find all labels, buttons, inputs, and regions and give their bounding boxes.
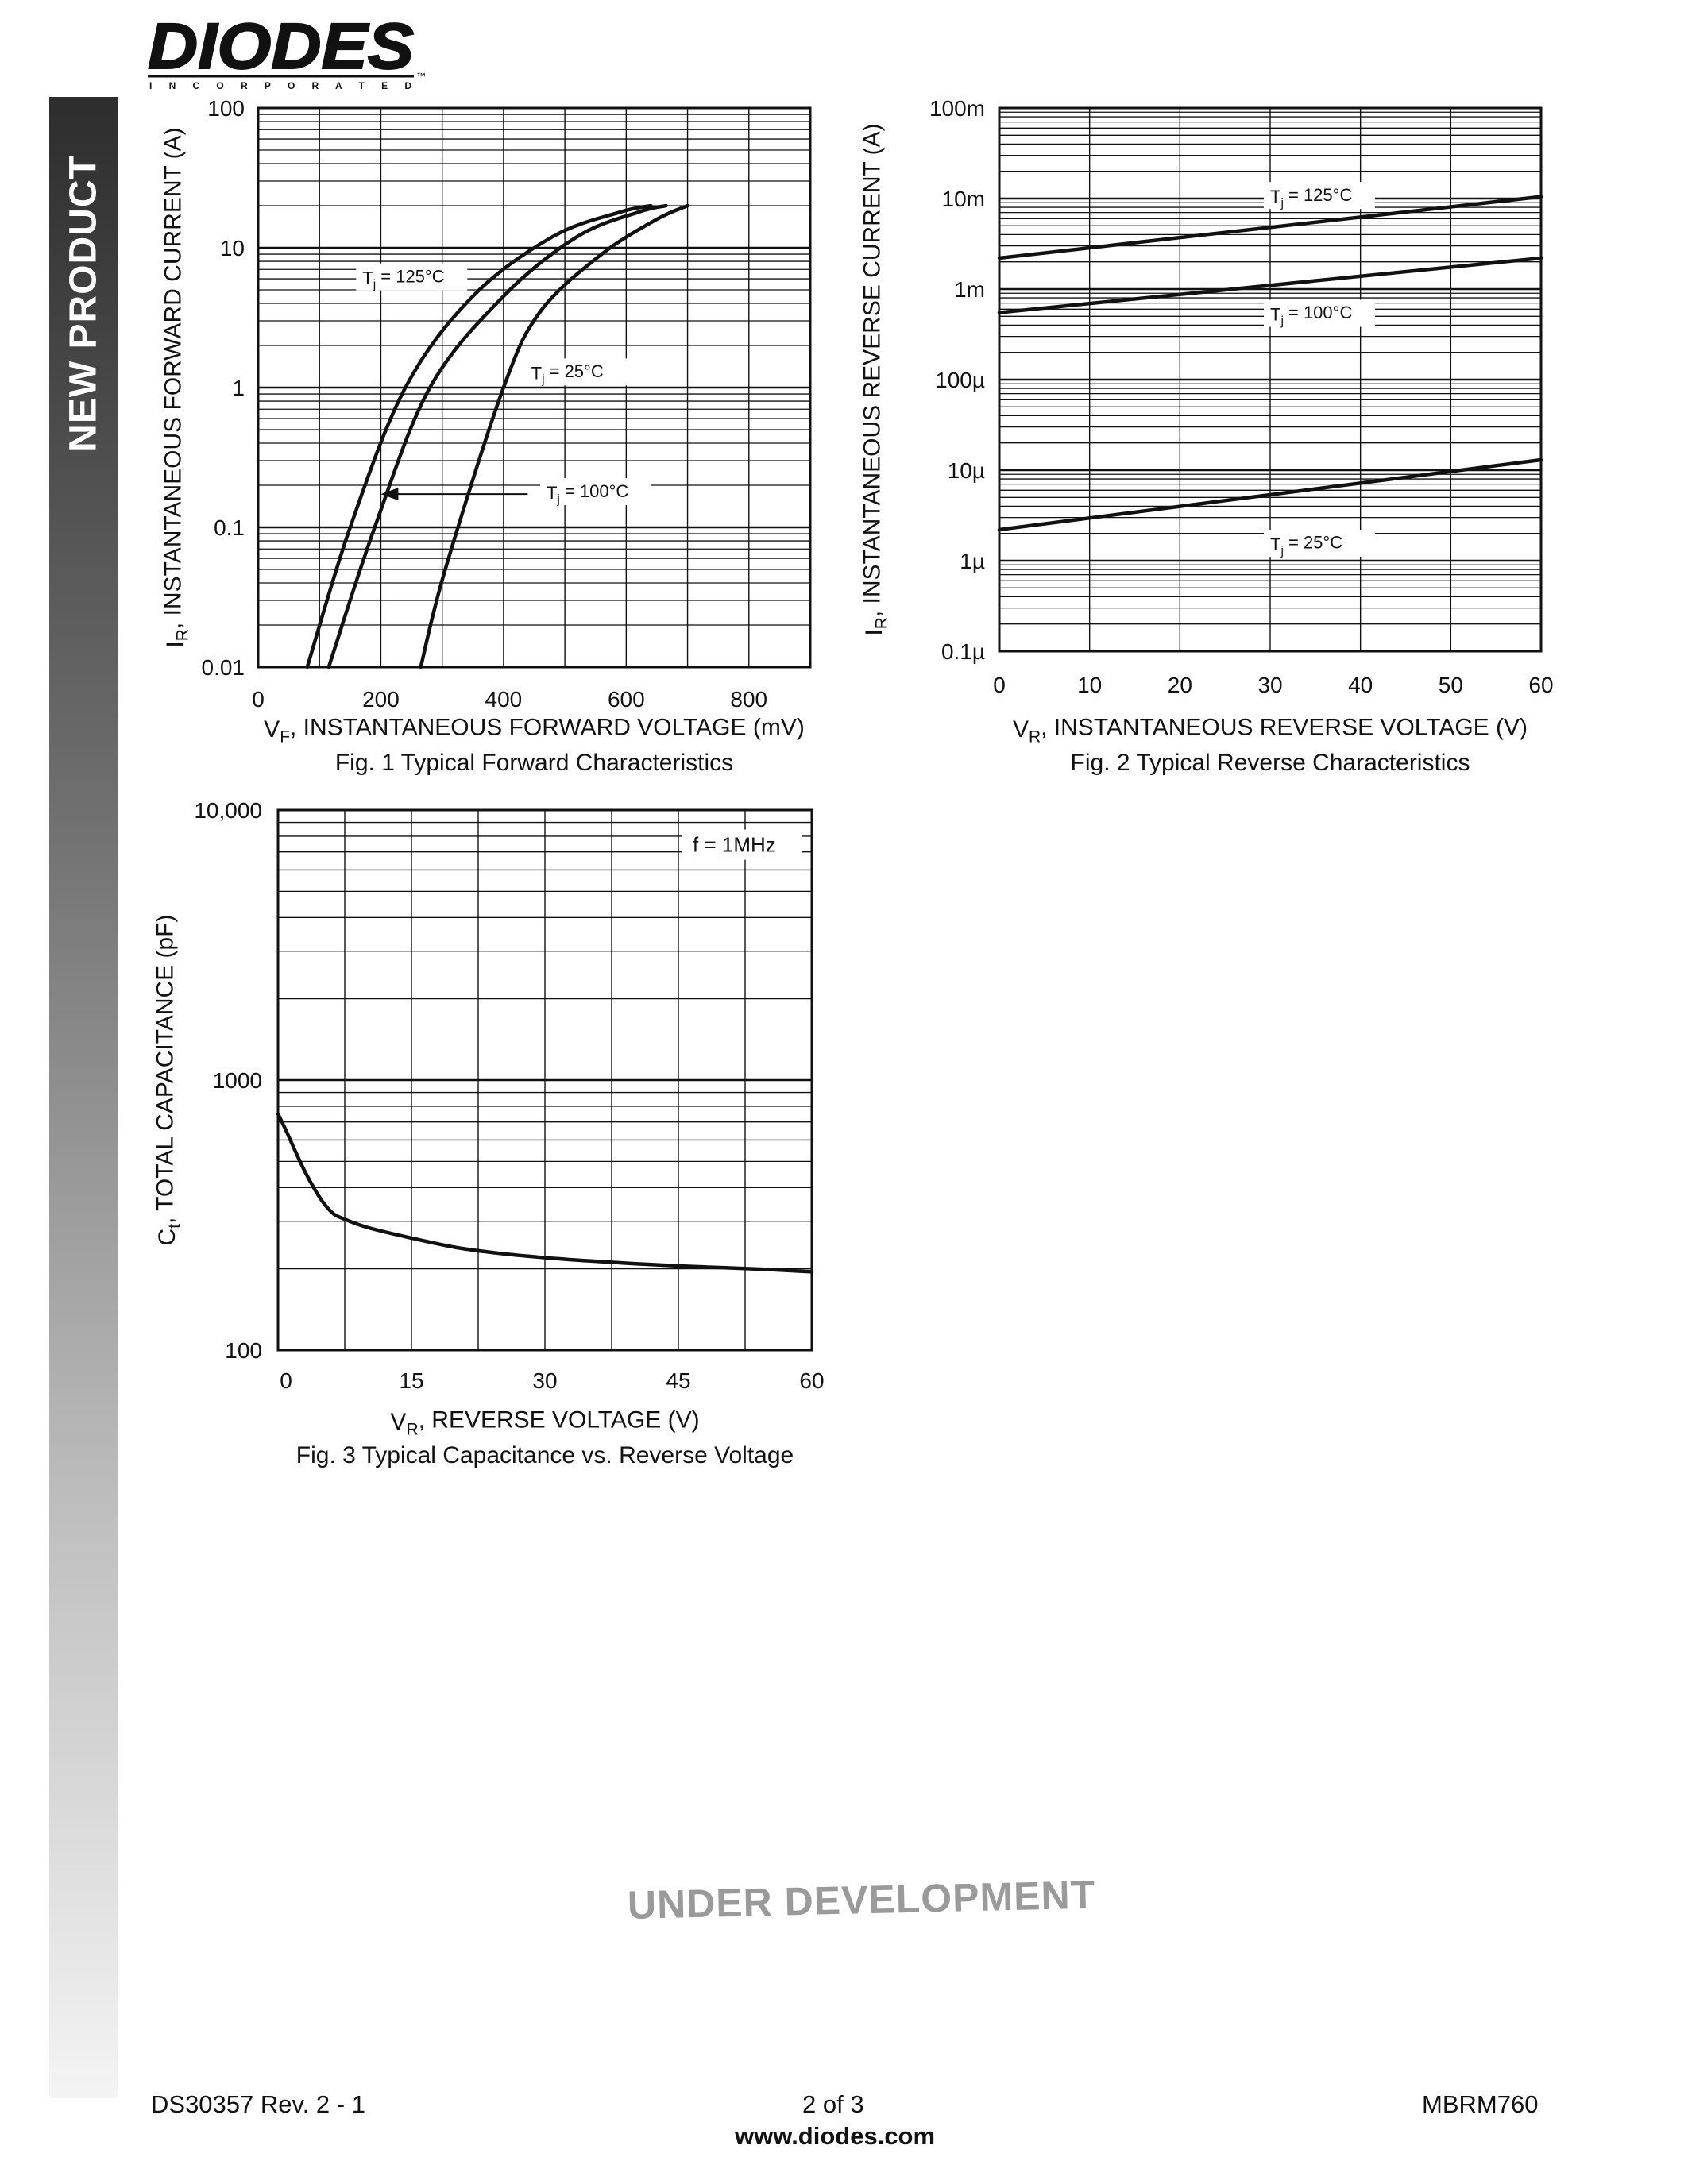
x-tick-label: 40 — [1348, 673, 1373, 697]
banner-text: NEW PRODUCT — [62, 155, 105, 452]
x-tick-label: 200 — [362, 687, 400, 712]
fig2-svg — [850, 95, 1554, 778]
diodes-logo — [148, 11, 434, 91]
series-label-1 — [356, 264, 467, 291]
figure-caption: Fig. 1 Typical Forward Characteristics — [334, 750, 734, 776]
series-label-text: $T_j = 25^\circ C$ — [1270, 532, 1343, 558]
series-label-text: $T_j = 125^\circ C$ — [362, 266, 445, 292]
grid — [258, 108, 810, 667]
series-label-text: $T_j = 100^\circ C$ — [546, 480, 629, 507]
y-tick-label: 1µ — [960, 549, 985, 573]
fig3-capacitance — [151, 786, 850, 1501]
footer-doc-number: DS30357 Rev. 2 - 1 — [151, 2090, 365, 2118]
x-axis-label: $V_R$, INSTANTANEOUS REVERSE VOLTAGE (V) — [1012, 714, 1528, 747]
series-label-text: $T_j = 25^\circ C$ — [531, 361, 604, 387]
logo-tagline: I N C O R P O R A T E D — [149, 80, 411, 91]
series-label-3 — [525, 358, 636, 386]
series-label-2 — [540, 478, 651, 506]
x-tick-label: 20 — [1167, 673, 1192, 697]
x-tick-label: 0 — [993, 673, 1006, 697]
x-tick-label: 600 — [607, 687, 645, 712]
frequency-annotation: f = 1MHz — [693, 832, 776, 857]
x-tick-label: 15 — [399, 1368, 424, 1393]
x-tick-label: 400 — [485, 687, 523, 712]
x-axis-label: $V_R$, REVERSE VOLTAGE (V) — [390, 1406, 700, 1439]
series-label-text: $T_j = 125^\circ C$ — [1270, 184, 1353, 210]
y-tick-label: 10m — [941, 187, 985, 211]
footer-website[interactable]: www.diodes.com — [735, 2122, 936, 2150]
y-axis-label: $I_R$, INSTANTANEOUS FORWARD CURRENT (A) — [160, 127, 192, 648]
fig1-svg — [151, 95, 850, 778]
x-tick-label: 45 — [666, 1368, 691, 1393]
y-tick-label: 100m — [929, 96, 985, 121]
x-tick-label: 800 — [730, 687, 768, 712]
y-tick-label: 0.1µ — [941, 639, 985, 664]
y-tick-label: 0.01 — [201, 655, 245, 680]
x-tick-label: 60 — [1528, 673, 1554, 697]
x-tick-label: 0 — [280, 1368, 292, 1393]
logo-wordmark: DIODES — [148, 11, 414, 83]
y-tick-label: 10,000 — [194, 798, 262, 823]
y-tick-label: 1m — [954, 277, 985, 302]
y-tick-label: 10µ — [947, 458, 985, 483]
y-axis-label: $I_R$, INSTANTANEOUS REVERSE CURRENT (A) — [859, 123, 891, 636]
series-label-3 — [1264, 530, 1375, 558]
series-label-text: $T_j = 100^\circ C$ — [1270, 303, 1353, 328]
fig3-svg — [151, 786, 850, 1501]
x-axis-label: $V_F$, INSTANTANEOUS FORWARD VOLTAGE (mV) — [264, 714, 805, 747]
x-tick-label: 30 — [1257, 673, 1283, 697]
figure-caption: Fig. 3 Typical Capacitance vs. Reverse Voltage — [295, 1442, 794, 1468]
series-label-1 — [1264, 182, 1375, 210]
x-tick-label: 10 — [1077, 673, 1103, 697]
x-tick-label: 30 — [532, 1368, 558, 1393]
fig2-reverse-characteristics — [850, 95, 1554, 778]
x-tick-label: 60 — [799, 1368, 825, 1393]
y-tick-label: 100µ — [935, 368, 985, 392]
y-tick-label: 1 — [232, 376, 245, 400]
y-axis-label: $C_t$, TOTAL CAPACITANCE (pF) — [152, 914, 184, 1246]
svg-text:™: ™ — [416, 71, 426, 82]
figure-caption: Fig. 2 Typical Reverse Characteristics — [1070, 750, 1470, 776]
footer-page-number: 2 of 3 — [802, 2090, 864, 2118]
x-tick-label: 50 — [1438, 673, 1463, 697]
fig1-forward-characteristics — [151, 95, 850, 778]
y-tick-label: 0.1 — [214, 515, 245, 540]
new-product-banner — [49, 97, 118, 2098]
x-tick-label: 0 — [252, 687, 265, 712]
y-tick-label: 1000 — [212, 1068, 262, 1093]
y-tick-label: 10 — [219, 236, 245, 260]
footer-part-number: MBRM760 — [1422, 2090, 1539, 2118]
series-label-2 — [1264, 300, 1375, 328]
y-tick-label: 100 — [225, 1338, 262, 1363]
under-development-watermark: UNDER DEVELOPMENT — [627, 1872, 1096, 1927]
y-tick-label: 100 — [207, 96, 245, 121]
